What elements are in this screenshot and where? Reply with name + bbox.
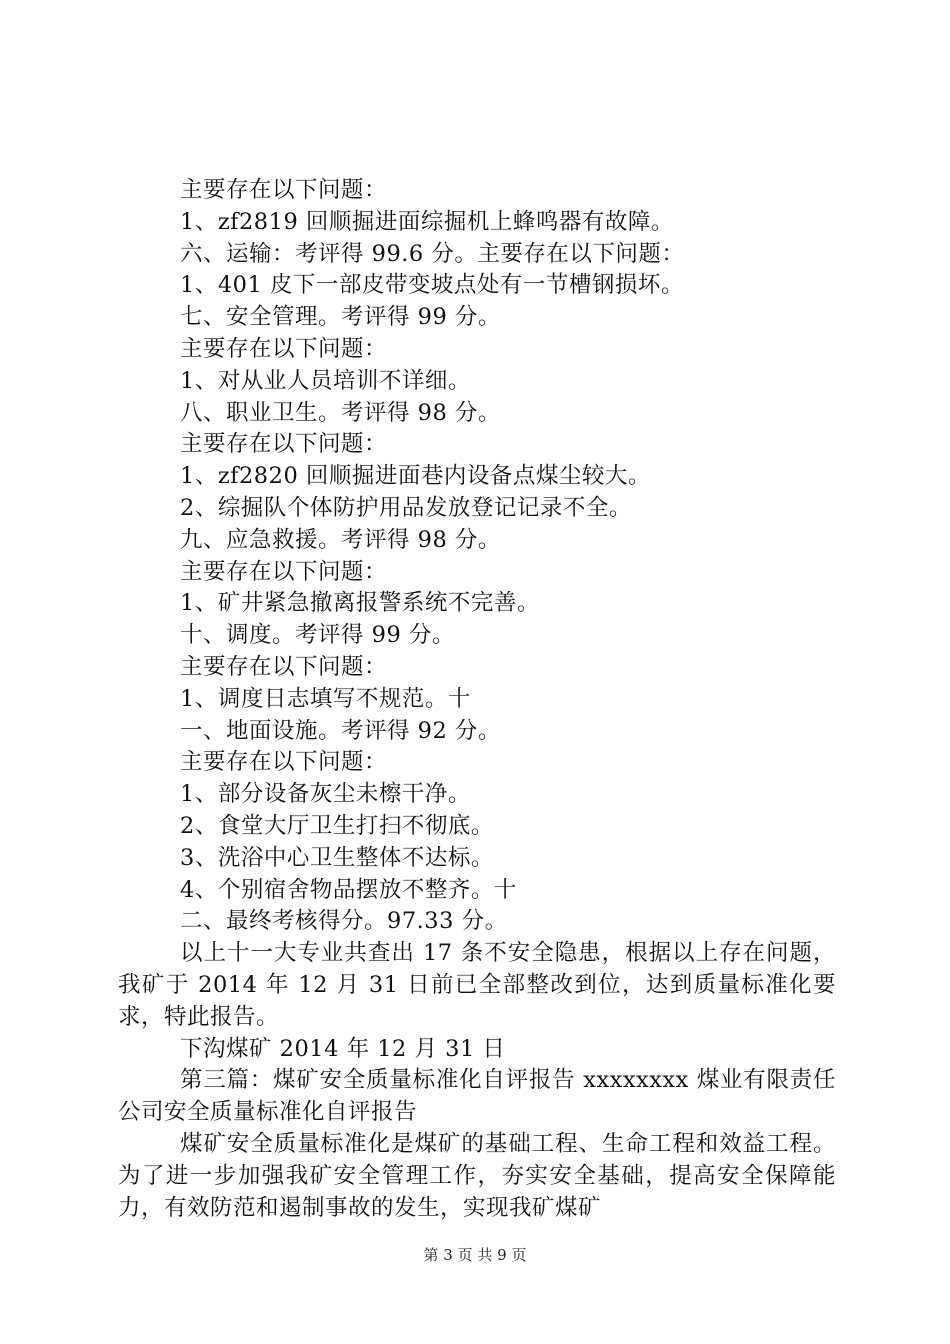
document-body: [118, 175, 836, 1224]
paragraph: 1、zf2820 回顺掘进面巷内设备点煤尘较大。: [180, 463, 651, 490]
paragraph: 4、个别宿舍物品摆放不整齐。十: [180, 876, 517, 903]
paragraph: 1、zf2819 回顺掘进面综掘机上蜂鸣器有故障。: [180, 208, 674, 235]
paragraph: 一、地面设施。考评得 92 分。: [180, 717, 501, 744]
paragraph: 主要存在以下问题：: [180, 431, 388, 458]
paragraph: 1、对从业人员培训不详细。: [180, 367, 471, 394]
paragraph: 下沟煤矿 2014 年 12 月 31 日: [180, 1035, 506, 1062]
paragraph: 主要存在以下问题：: [180, 653, 388, 680]
paragraph: 主要存在以下问题：: [180, 177, 388, 203]
paragraph: 主要存在以下问题：: [180, 749, 388, 776]
paragraph: 2、食堂大厅卫生打扫不彻底。: [180, 812, 494, 839]
paragraph: 1、调度日志填写不规范。十: [180, 685, 471, 712]
paragraph: 九、应急救援。考评得 98 分。: [180, 526, 501, 553]
paragraph: 第三篇：煤矿安全质量标准化自评报告 xxxxxxxx 煤业有限责任公司安全质量标准化自评报告: [118, 1067, 836, 1126]
paragraph: 1、部分设备灰尘未檫干净。: [180, 781, 471, 808]
paragraph: 六、运输：考评得 99.6 分。主要存在以下问题：: [180, 240, 685, 267]
paragraph: 以上十一大专业共查出 17 条不安全隐患，根据以上存在问题，我矿于 2014 年 12 月 31 日前已全部整改到位，达到质量标准化要求，特此报告。: [118, 940, 836, 1030]
paragraph: 主要存在以下问题：: [180, 335, 388, 362]
paragraph: 主要存在以下问题：: [180, 558, 388, 585]
paragraph: 二、最终考核得分。97.33 分。: [180, 908, 508, 935]
paragraph: 3、洗浴中心卫生整体不达标。: [180, 844, 494, 871]
paragraph: 煤矿安全质量标准化是煤矿的基础工程、生命工程和效益工程。为了进一步加强我矿安全管理工作，夯实安全基础，提高安全保障能力，有效防范和遏制事故的发生，实现我矿煤矿: [118, 1130, 836, 1221]
paragraph: 十、调度。考评得 99 分。: [180, 622, 455, 649]
paragraph: 1、401 皮下一部皮带变坡点处有一节槽钢损坏。: [180, 272, 684, 299]
paragraph: 2、综掘队个体防护用品发放登记记录不全。: [180, 494, 632, 521]
paragraph: 1、矿井紧急撤离报警系统不完善。: [180, 590, 540, 617]
paragraph: 八、职业卫生。考评得 98 分。: [180, 399, 501, 426]
paragraph: 七、安全管理。考评得 99 分。: [180, 304, 501, 331]
page-number-footer: 第 3 页 共 9 页: [423, 1246, 527, 1264]
